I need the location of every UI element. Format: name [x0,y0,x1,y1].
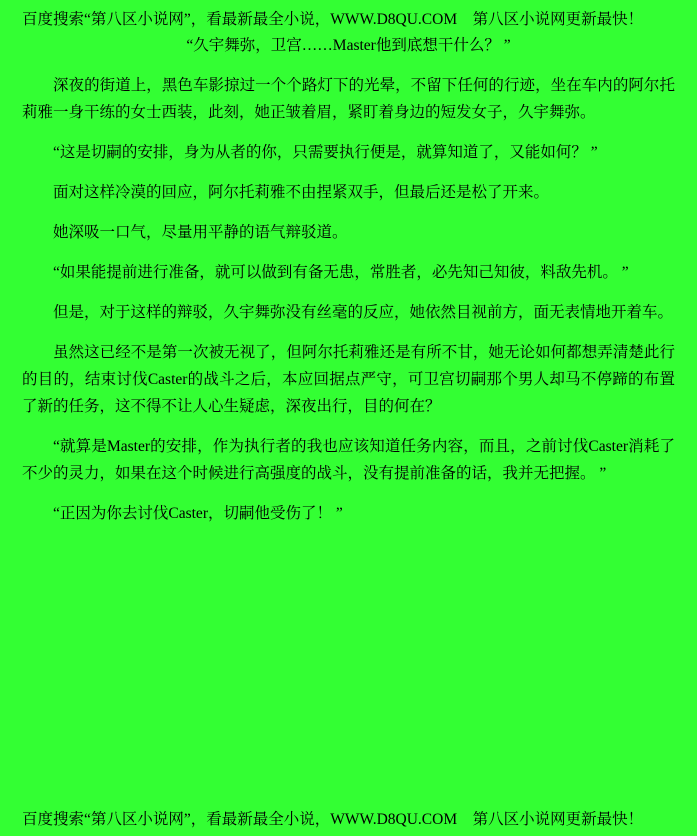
paragraph: 虽然这已经不是第一次被无视了，但阿尔托莉雅还是有所不甘，她无论如何都想弄清楚此行的目的，结束讨伐Caster的战斗之后，本应回据点严守，可卫宫切嗣那个男人却马不停蹄的布置了新的任务，这不得不让人心生疑虑，深夜出行，目的何在？ [22,344,675,415]
paragraph: 但是，对于这样的辩驳，久宇舞弥没有丝毫的反应，她依然目视前方，面无表情地开着车。 [53,304,674,321]
paragraph: “正因为你去讨伐Caster，切嗣他受伤了！ ” [53,505,343,522]
paragraph: “如果能提前进行准备，就可以做到有备无患，常胜者，必先知己知彼，料敌先机。 ” [53,264,629,281]
site-banner-top: 百度搜索“第八区小说网”，看最新最全小说，WWW.D8QU.COM 第八区小说网更新最快！ [22,11,644,28]
paragraph: “就算是Master的安排，作为执行者的我也应该知道任务内容，而且，之前讨伐Caster消耗了不少的灵力，如果在这个时候进行高强度的战斗，没有提前准备的话，我并无把握。 ” [22,438,675,482]
paragraph: 深夜的街道上，黑色车影掠过一个个路灯下的光晕，不留下任何的行迹，坐在车内的阿尔托莉雅一身干练的女士西装，此刻，她正皱着眉，紧盯着身边的短发女子，久宇舞弥。 [22,77,675,121]
site-banner-bottom: 百度搜索“第八区小说网”，看最新最全小说，WWW.D8QU.COM 第八区小说网更新最快！ [22,811,644,828]
paragraph: 她深吸一口气，尽量用平静的语气辩驳道。 [53,224,348,241]
chapter-body [22,32,675,527]
paragraph: “这是切嗣的安排，身为从者的你，只需要执行便是，就算知道了，又能如何？ ” [53,144,598,161]
paragraph: “久宇舞弥，卫宫……Master他到底想干什么？ ” [186,37,511,54]
paragraph: 面对这样冷漠的回应，阿尔托莉雅不由捏紧双手，但最后还是松了开来。 [53,184,550,201]
